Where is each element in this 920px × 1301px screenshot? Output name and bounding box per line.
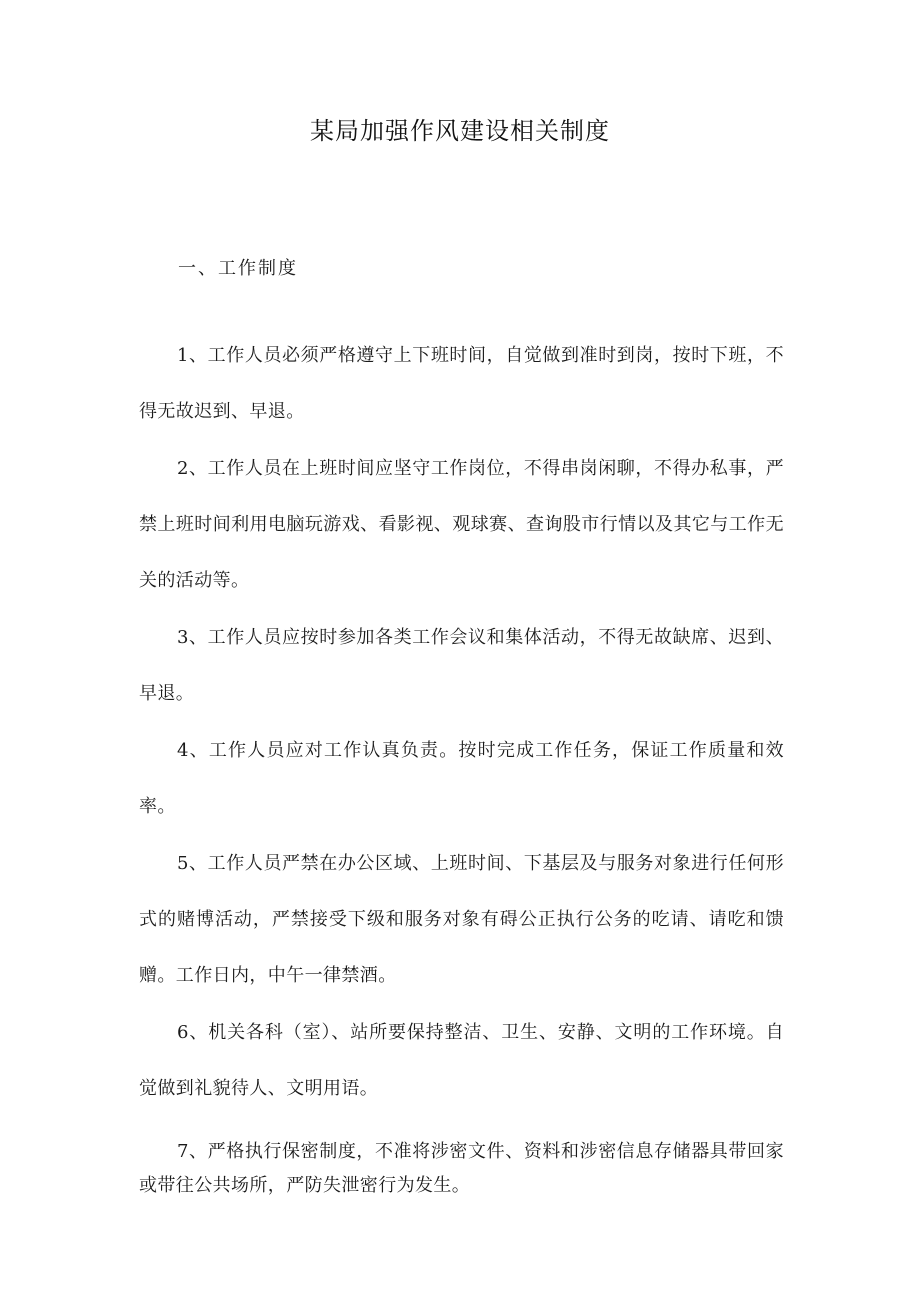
- rule-paragraph-4: 4、工作人员应对工作认真负责。按时完成工作任务，保证工作质量和效率。: [139, 740, 784, 817]
- document-title: 某局加强作风建设相关制度: [310, 117, 610, 145]
- rule-paragraph-1: 1、工作人员必须严格遵守上下班时间，自觉做到准时到岗，按时下班，不得无故迟到、早退。: [139, 345, 784, 422]
- rule-paragraph-5: 5、工作人员严禁在办公区域、上班时间、下基层及与服务对象进行任何形式的赌博活动，严禁接受下级和服务对象有碍公正执行公务的吃请、请吃和馈赠。工作日内，中午一律禁酒。: [139, 853, 784, 986]
- section-heading: 一、工作制度: [178, 258, 298, 279]
- rule-paragraph-7: 7、严格执行保密制度，不准将涉密文件、资料和涉密信息存储器具带回家或带往公共场所，严防失泄密行为发生。: [139, 1141, 784, 1196]
- rule-paragraph-3: 3、工作人员应按时参加各类工作会议和集体活动，不得无故缺席、迟到、早退。: [139, 627, 784, 704]
- rule-paragraph-6: 6、机关各科（室）、站所要保持整洁、卫生、安静、文明的工作环境。自觉做到礼貌待人、文明用语。: [139, 1022, 784, 1099]
- rule-paragraph-2: 2、工作人员在上班时间应坚守工作岗位，不得串岗闲聊，不得办私事，严禁上班时间利用电脑玩游戏、看影视、观球赛、查询股市行情以及其它与工作无关的活动等。: [139, 458, 784, 591]
